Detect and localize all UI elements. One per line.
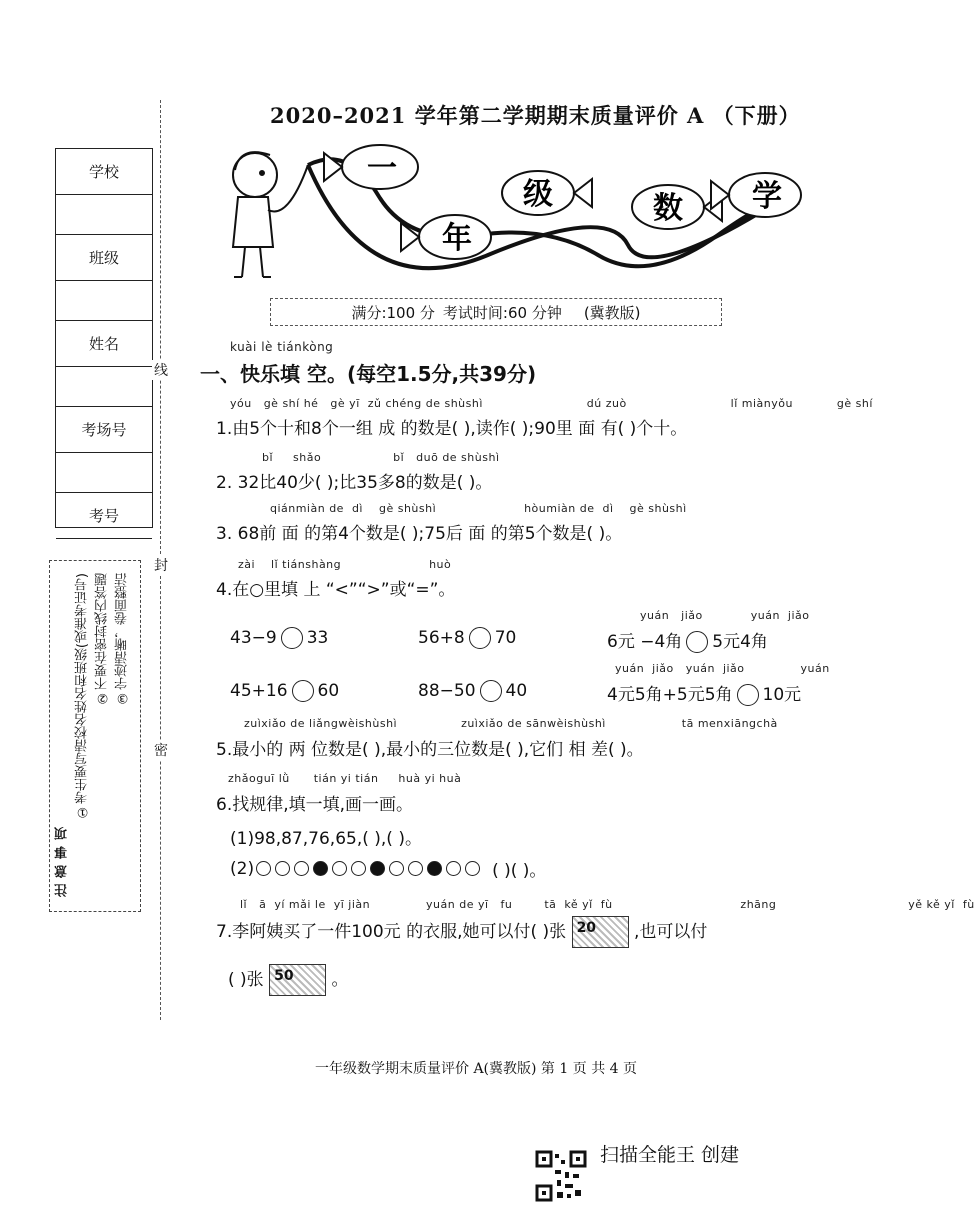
seal-char-xian: 线	[152, 360, 170, 380]
q4-row2-pinyin: yuán jiǎo yuán jiǎo yuán	[615, 662, 830, 675]
q3-pinyin: qiánmiàn de dì gè shùshì hòumiàn de dì gè shùshì	[230, 502, 687, 515]
empty-circle-icon	[408, 861, 423, 876]
filled-circle-icon	[313, 861, 328, 876]
q4-row1-pinyin: yuán jiǎo yuán jiǎo	[640, 609, 810, 622]
fish-icons	[324, 145, 801, 259]
exam-room-label: 考场号	[56, 407, 152, 453]
exam-number-label: 考号	[56, 493, 152, 539]
score-info-bar	[270, 298, 722, 326]
q7-pinyin: lǐ ā yí mǎi le yī jiàn yuán de yī fu tā kě yǐ fù zhāng yě kě yǐ fù	[216, 898, 975, 911]
q4-row1-c: 6元 −4角 5元4角	[607, 632, 768, 652]
banner-char-1: 一	[367, 151, 397, 186]
exam-room-field[interactable]	[56, 453, 152, 493]
class-label: 班级	[56, 235, 152, 281]
name-field[interactable]	[56, 367, 152, 407]
q4-pinyin: zài lǐ tiánshàng huò	[230, 558, 452, 571]
q6-sub1: (1)98,87,76,65,( ),( )。	[230, 829, 422, 849]
banner-char-3: 级	[523, 177, 553, 212]
compare-circle[interactable]	[686, 631, 708, 653]
compare-circle[interactable]	[737, 684, 759, 706]
seal-char-mi: 密	[152, 740, 170, 760]
banknote-20-icon: 20	[572, 916, 629, 948]
notes-item-3: ③字迹清晰，卷面整洁	[115, 573, 130, 705]
q5-pinyin: zuìxiǎo de liǎngwèishùshì zuìxiǎo de sānwèishùshì tā menxiāngchà	[216, 717, 778, 730]
exam-time: 考试时间:60 分钟	[442, 303, 562, 322]
section1-title: 一、快乐填 空。(每空1.5分,共39分)	[200, 362, 537, 386]
empty-circle-icon	[446, 861, 461, 876]
filled-circle-icon	[427, 861, 442, 876]
boy-figure	[233, 152, 308, 277]
page-footer: 一年级数学期末质量评价 A(冀教版) 第 1 页 共 4 页	[315, 1061, 637, 1077]
question-5: 5.最小的 两 位数是( ),最小的三位数是( ),它们 相 差( )。	[216, 740, 644, 760]
scanner-watermark: 扫描全能王 创建	[600, 1144, 740, 1166]
empty-circle-icon	[332, 861, 347, 876]
banner-char-4: 数	[653, 191, 683, 226]
q6-sub2: (2) ( )( )。	[230, 858, 547, 881]
section1-pinyin: kuài lè tiánkòng	[230, 340, 334, 354]
empty-circle-icon	[389, 861, 404, 876]
notes-item-2: ②不要在密封线内答题	[95, 573, 110, 705]
edition: (冀教版)	[583, 303, 641, 322]
class-field[interactable]	[56, 281, 152, 321]
question-7: 7.李阿姨买了一件100元 的衣服,她可以付( )张 20 ,也可以付	[216, 916, 707, 948]
q6-pinyin: zhǎoguī lǜ tián yi tián huà yi huà	[216, 772, 462, 785]
question-1: 1.由5个十和8个一组 成 的数是( ),读作( );90里 面 有( )个十。	[216, 419, 688, 439]
notes-box	[49, 560, 141, 912]
q4-row2-c: 4元5角+5元5角 10元	[607, 685, 802, 705]
question-4: 4.在○里填 上 “<”“>”或“=”。	[216, 580, 456, 600]
q2-pinyin: bǐ shǎo bǐ duō de shùshì	[230, 451, 500, 464]
empty-circle-icon	[256, 861, 271, 876]
banknote-50-icon: 50	[269, 964, 326, 996]
compare-circle[interactable]	[480, 680, 502, 702]
seal-char-feng: 封	[152, 555, 170, 575]
banner-char-2: 年	[442, 221, 472, 256]
student-info-table	[55, 148, 153, 528]
empty-circle-icon	[275, 861, 290, 876]
compare-circle[interactable]	[469, 627, 491, 649]
qr-code-icon	[535, 1150, 587, 1202]
filled-circle-icon	[370, 861, 385, 876]
q4-row2-b: 88−50 40	[418, 681, 528, 701]
empty-circle-icon	[294, 861, 309, 876]
empty-circle-icon	[351, 861, 366, 876]
notes-item-1: ①考生要写清校名姓名和班级(或准考证号)	[75, 573, 90, 820]
question-2: 2. 32比40少( );比35多8的数是( )。	[216, 473, 493, 493]
page-title: 2020–2021 学年第二学期期末质量评价 A （下册）	[270, 103, 801, 128]
q4-row1-b: 56+8 70	[418, 628, 517, 648]
banner-illustration	[220, 135, 810, 315]
question-3: 3. 68前 面 的第4个数是( );75后 面 的第5个数是( )。	[216, 524, 623, 544]
compare-circle[interactable]	[281, 627, 303, 649]
full-score: 满分:100 分	[351, 303, 435, 322]
q1-pinyin: yóu gè shí hé gè yī zǔ chéng de shùshì dú zuò lǐ miànyǒu gè shí	[230, 397, 873, 410]
school-field[interactable]	[56, 195, 152, 235]
empty-circle-icon	[465, 861, 480, 876]
banner-char-5: 学	[752, 179, 782, 214]
question-7-cont: ( )张 50 。	[228, 964, 348, 996]
school-label: 学校	[56, 149, 152, 195]
q4-row2-a: 45+16 60	[230, 681, 340, 701]
question-6: 6.找规律,填一填,画一画。	[216, 795, 414, 815]
compare-circle[interactable]	[292, 680, 314, 702]
pattern-dots	[254, 859, 482, 879]
name-label: 姓名	[56, 321, 152, 367]
notes-title: 注意事项	[55, 821, 70, 897]
q4-row1-a: 43−9 33	[230, 628, 329, 648]
